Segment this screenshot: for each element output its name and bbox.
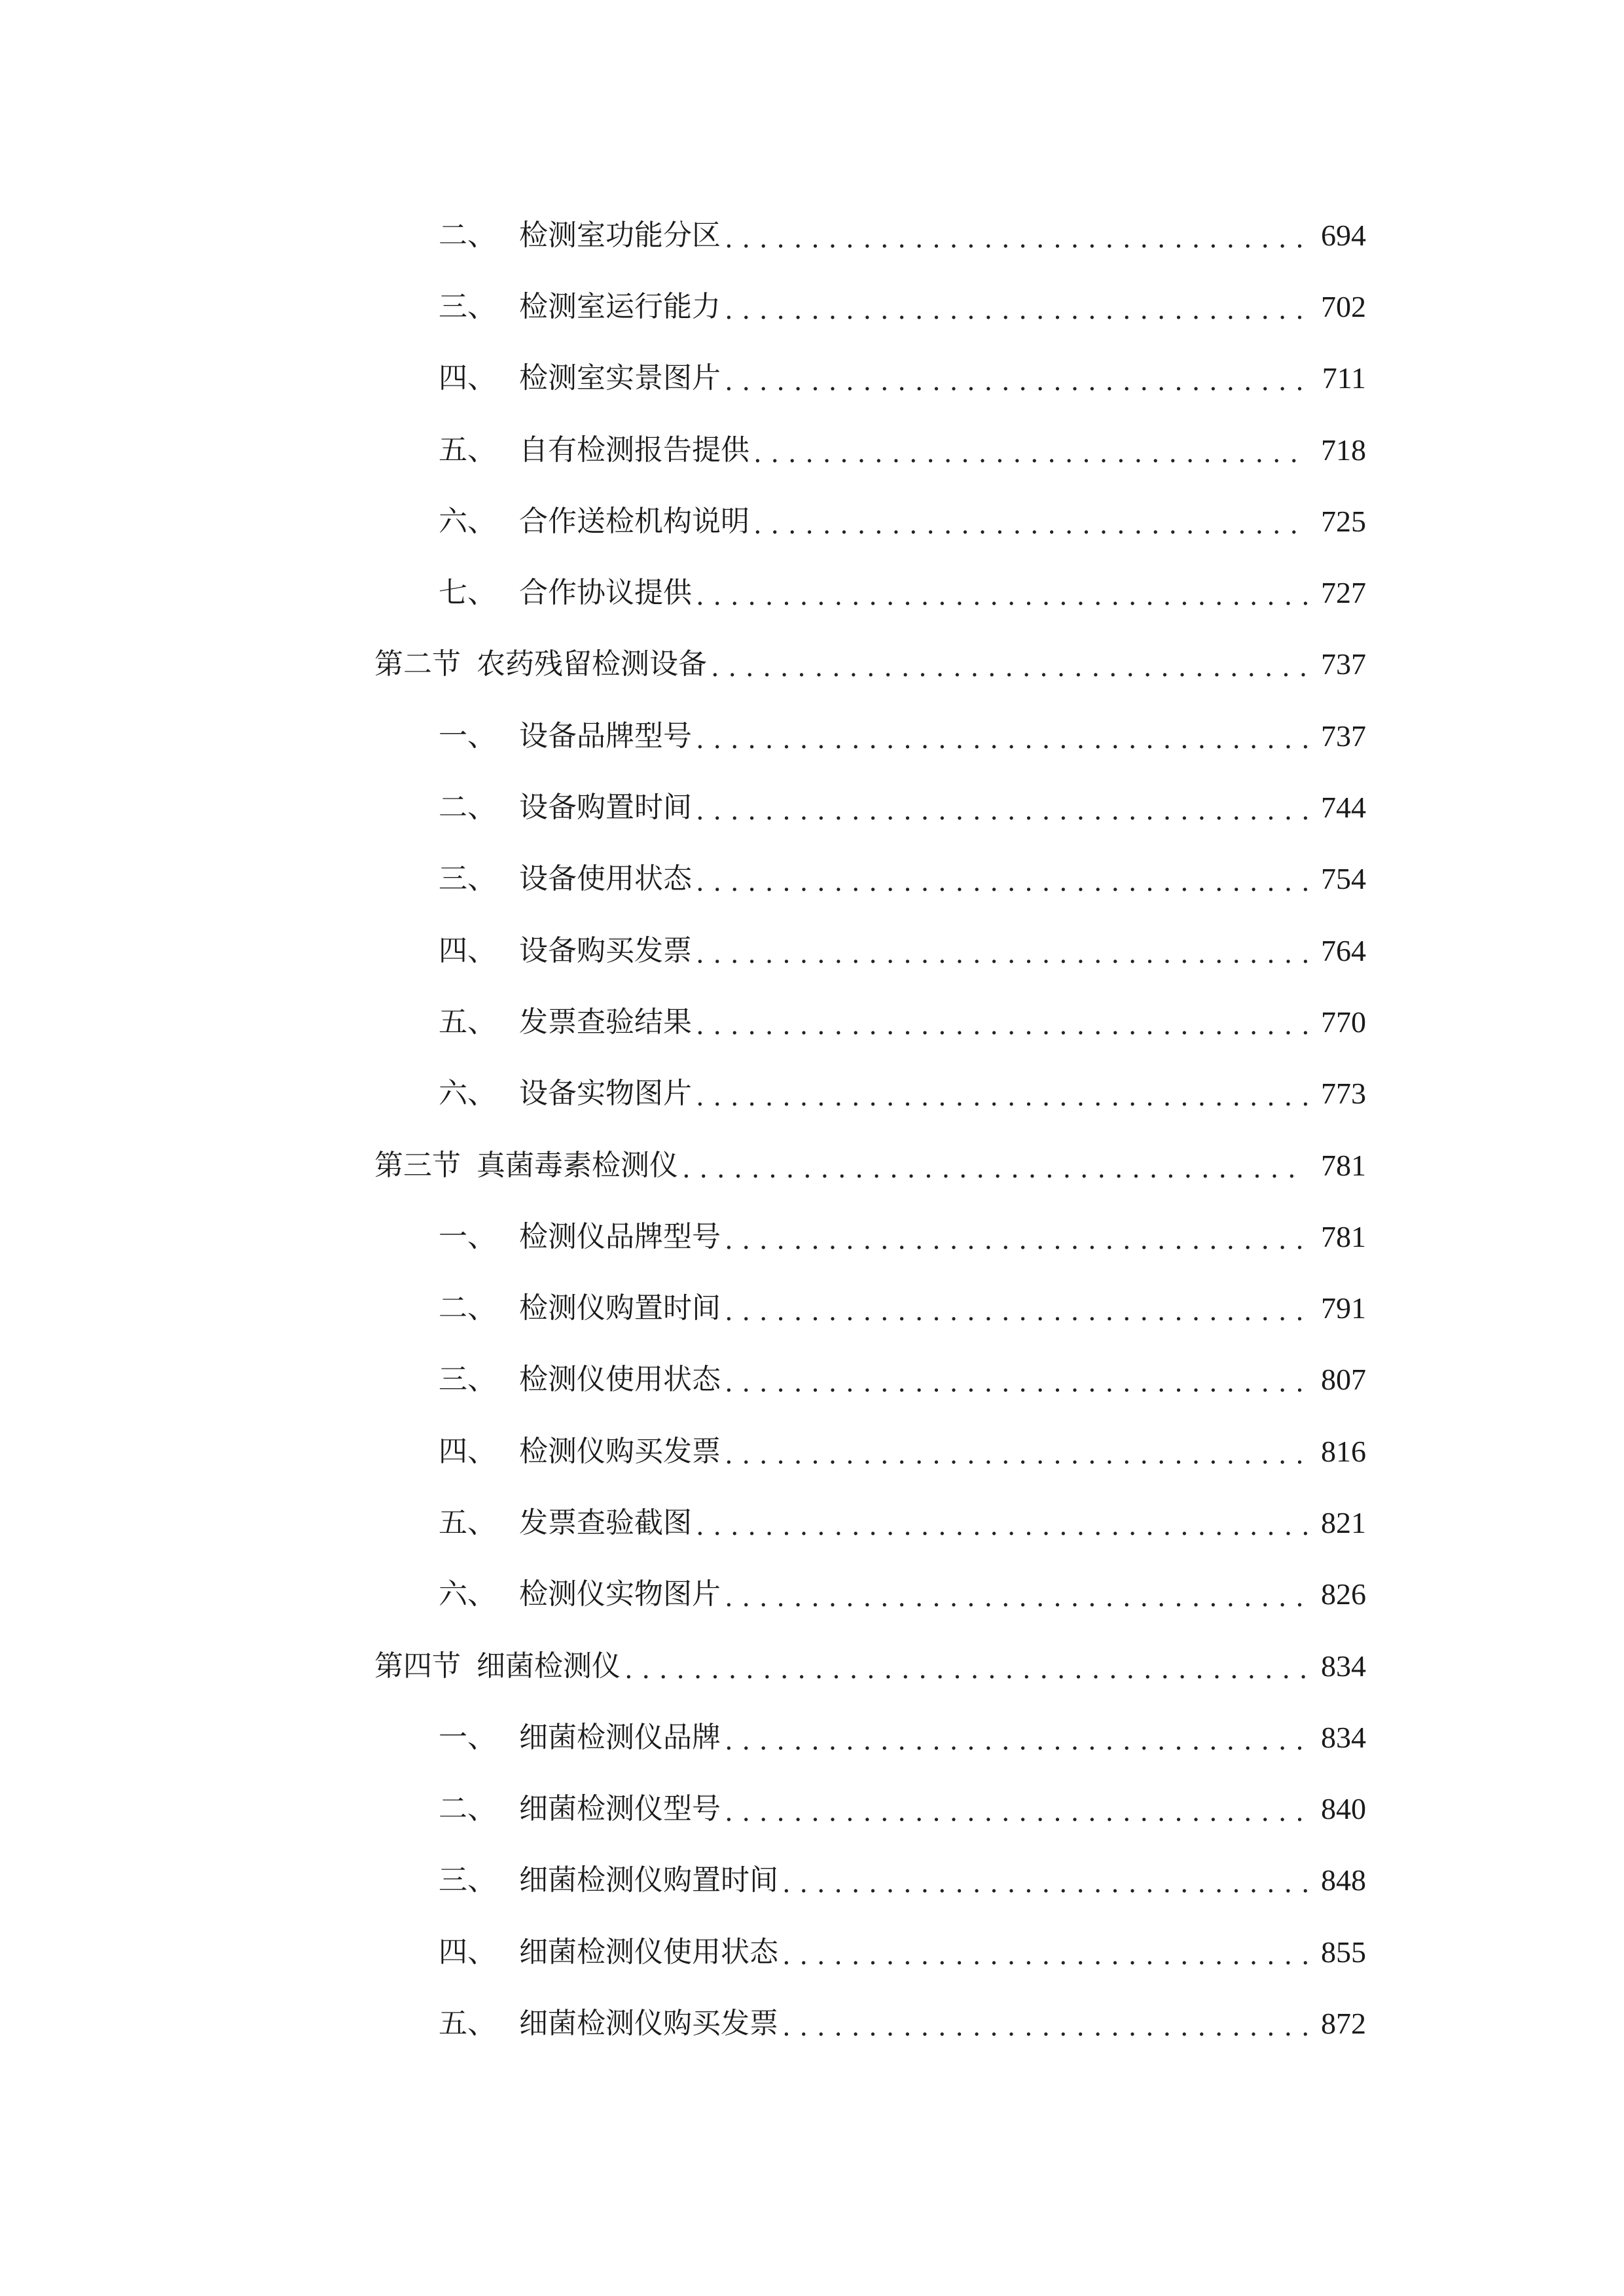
toc-entry-title: 检测室功能分区 bbox=[519, 218, 721, 252]
toc-dot-leader bbox=[725, 1799, 1307, 1825]
toc-entry-number: 四、 bbox=[439, 361, 496, 395]
toc-entry-page: 737 bbox=[1321, 719, 1366, 753]
toc-entry-number: 一、 bbox=[439, 1720, 496, 1754]
toc-entry-number: 三、 bbox=[439, 289, 496, 323]
toc-dot-leader bbox=[711, 655, 1307, 681]
toc-section-number: 第三节 bbox=[374, 1148, 461, 1182]
toc-dot-leader bbox=[782, 1943, 1307, 1969]
toc-section-number: 第四节 bbox=[374, 1649, 461, 1683]
toc-dot-leader bbox=[725, 1227, 1307, 1253]
toc-entry-title: 设备使用状态 bbox=[519, 862, 692, 896]
toc-entry-title: 检测室运行能力 bbox=[519, 289, 721, 323]
toc-entry-number: 四、 bbox=[439, 1935, 496, 1969]
toc-entry-number: 五、 bbox=[439, 1505, 496, 1539]
toc-entry-page: 872 bbox=[1321, 2007, 1366, 2041]
toc-entry-page: 807 bbox=[1321, 1363, 1366, 1397]
toc-entry-page: 702 bbox=[1321, 289, 1366, 323]
toc-entry-number: 二、 bbox=[439, 218, 496, 252]
toc-entry[interactable] bbox=[374, 844, 1366, 915]
toc-entry-title: 发票查验截图 bbox=[519, 1505, 692, 1539]
toc-entry-page: 694 bbox=[1321, 218, 1366, 252]
toc-entry-page: 826 bbox=[1321, 1577, 1366, 1611]
toc-entry-title: 设备实物图片 bbox=[519, 1077, 692, 1111]
toc-entry[interactable] bbox=[374, 915, 1366, 986]
toc-entry-number: 二、 bbox=[439, 791, 496, 825]
toc-entry[interactable] bbox=[374, 772, 1366, 843]
toc-entry-page: 821 bbox=[1321, 1505, 1366, 1539]
toc-entry-number: 六、 bbox=[439, 1577, 496, 1611]
toc-entry[interactable] bbox=[374, 414, 1366, 486]
toc-dot-leader bbox=[753, 440, 1307, 467]
toc-entry-title: 检测仪购买发票 bbox=[519, 1434, 721, 1468]
toc-entry[interactable] bbox=[374, 1201, 1366, 1272]
toc-entry-title: 检测仪使用状态 bbox=[519, 1363, 721, 1397]
toc-entry[interactable] bbox=[374, 343, 1366, 414]
toc-entry-number: 六、 bbox=[439, 504, 496, 538]
toc-dot-leader bbox=[696, 1013, 1307, 1039]
toc-section-title: 真菌毒素检测仪 bbox=[477, 1148, 678, 1182]
toc-dot-leader bbox=[696, 726, 1307, 753]
toc-dot-leader bbox=[725, 1299, 1307, 1325]
toc-entry-title: 检测仪实物图片 bbox=[519, 1577, 721, 1611]
toc-entry-page: 791 bbox=[1321, 1291, 1366, 1325]
toc-dot-leader bbox=[725, 1728, 1307, 1754]
toc-entry-title: 细菌检测仪购置时间 bbox=[519, 1863, 778, 1897]
toc-entry[interactable] bbox=[374, 1344, 1366, 1416]
toc-entry-number: 七、 bbox=[439, 576, 496, 610]
toc-entry-title: 细菌检测仪使用状态 bbox=[519, 1935, 778, 1969]
toc-entry-number: 一、 bbox=[439, 719, 496, 753]
toc-entry[interactable] bbox=[374, 1058, 1366, 1130]
toc-dot-leader bbox=[624, 1657, 1307, 1683]
toc-dot-leader bbox=[682, 1156, 1307, 1182]
toc-dot-leader bbox=[725, 1370, 1307, 1396]
toc-dot-leader bbox=[725, 1442, 1307, 1468]
toc-entry[interactable] bbox=[374, 1416, 1366, 1487]
toc-entry-number: 二、 bbox=[439, 1792, 496, 1826]
toc-section-number: 第二节 bbox=[374, 647, 461, 681]
toc-section-title: 细菌检测仪 bbox=[477, 1649, 621, 1683]
toc-entry-page: 773 bbox=[1321, 1077, 1366, 1111]
toc-entry-page: 718 bbox=[1321, 433, 1366, 467]
toc-entry-page: 781 bbox=[1321, 1219, 1366, 1253]
toc-entry-title: 设备品牌型号 bbox=[519, 719, 692, 753]
toc-entry-page: 855 bbox=[1321, 1935, 1366, 1969]
toc-entry-page: 816 bbox=[1321, 1434, 1366, 1468]
toc-entry[interactable] bbox=[374, 1272, 1366, 1344]
toc-dot-leader bbox=[696, 869, 1307, 895]
toc-entry-number: 四、 bbox=[439, 933, 496, 967]
toc-dot-leader bbox=[782, 1871, 1307, 1897]
toc-entry-number: 五、 bbox=[439, 433, 496, 467]
toc-entry-page: 737 bbox=[1321, 647, 1366, 681]
toc-entry-page: 725 bbox=[1321, 504, 1366, 538]
toc-section-heading[interactable] bbox=[374, 1130, 1366, 1201]
toc-dot-leader bbox=[696, 798, 1307, 824]
toc-entry-title: 合作送检机构说明 bbox=[519, 504, 749, 538]
toc-entry[interactable] bbox=[374, 1774, 1366, 1845]
toc-dot-leader bbox=[696, 1084, 1307, 1110]
toc-entry-title: 细菌检测仪购买发票 bbox=[519, 2007, 778, 2041]
toc-dot-leader bbox=[782, 2014, 1307, 2040]
toc-entry-page: 834 bbox=[1321, 1649, 1366, 1683]
toc-entry-number: 三、 bbox=[439, 1863, 496, 1897]
toc-entry-number: 五、 bbox=[439, 2007, 496, 2041]
toc-entry-title: 自有检测报告提供 bbox=[519, 433, 749, 467]
toc-entry[interactable] bbox=[374, 1845, 1366, 1916]
toc-entry-page: 840 bbox=[1321, 1792, 1366, 1826]
toc-entry-title: 细菌检测仪型号 bbox=[519, 1792, 721, 1826]
toc-entry-number: 六、 bbox=[439, 1077, 496, 1111]
toc-entry-number: 三、 bbox=[439, 1363, 496, 1397]
toc-section-heading[interactable] bbox=[374, 1630, 1366, 1702]
toc-dot-leader bbox=[725, 1585, 1307, 1611]
toc-section-heading[interactable] bbox=[374, 629, 1366, 700]
toc-entry-title: 发票查验结果 bbox=[519, 1005, 692, 1039]
toc-dot-leader bbox=[725, 297, 1307, 323]
toc-section-title: 农药残留检测设备 bbox=[477, 647, 707, 681]
toc-entry-title: 设备购置时间 bbox=[519, 791, 692, 825]
toc-entry-page: 754 bbox=[1321, 862, 1366, 896]
toc-entry-page: 744 bbox=[1321, 791, 1366, 825]
toc-dot-leader bbox=[696, 583, 1307, 609]
toc-entry-page: 848 bbox=[1321, 1863, 1366, 1897]
toc-entry-title: 合作协议提供 bbox=[519, 576, 692, 610]
toc-dot-leader bbox=[725, 226, 1307, 252]
toc-entry-title: 检测仪购置时间 bbox=[519, 1291, 721, 1325]
toc-entry[interactable] bbox=[374, 557, 1366, 628]
toc-entry[interactable] bbox=[374, 271, 1366, 342]
toc-entry-page: 727 bbox=[1321, 576, 1366, 610]
toc-entry[interactable] bbox=[374, 1988, 1366, 2059]
toc-entry[interactable] bbox=[374, 200, 1366, 271]
toc-entry-number: 四、 bbox=[439, 1434, 496, 1468]
toc-entry-number: 一、 bbox=[439, 1219, 496, 1253]
toc-entry[interactable] bbox=[374, 700, 1366, 772]
toc-entry-page: 834 bbox=[1321, 1720, 1366, 1754]
toc-dot-leader bbox=[753, 512, 1307, 538]
toc-entry-page: 770 bbox=[1321, 1005, 1366, 1039]
toc-entry-page: 781 bbox=[1321, 1148, 1366, 1182]
toc-entry-title: 设备购买发票 bbox=[519, 933, 692, 967]
toc-entry-number: 二、 bbox=[439, 1291, 496, 1325]
toc-entry-title: 细菌检测仪品牌 bbox=[519, 1720, 721, 1754]
toc-entry-title: 检测仪品牌型号 bbox=[519, 1219, 721, 1253]
toc-entry[interactable] bbox=[374, 1487, 1366, 1558]
toc-entry[interactable] bbox=[374, 1702, 1366, 1773]
toc-entry[interactable] bbox=[374, 486, 1366, 557]
toc-dot-leader bbox=[696, 941, 1307, 967]
table-of-contents bbox=[374, 200, 1366, 2060]
toc-entry[interactable] bbox=[374, 986, 1366, 1058]
toc-entry[interactable] bbox=[374, 1559, 1366, 1630]
toc-dot-leader bbox=[696, 1513, 1307, 1539]
toc-entry-title: 检测室实景图片 bbox=[519, 361, 721, 395]
toc-dot-leader bbox=[725, 368, 1307, 395]
toc-entry-number: 三、 bbox=[439, 862, 496, 896]
toc-entry[interactable] bbox=[374, 1916, 1366, 1988]
toc-entry-page: 764 bbox=[1321, 933, 1366, 967]
toc-entry-number: 五、 bbox=[439, 1005, 496, 1039]
toc-entry-page: 711 bbox=[1322, 361, 1366, 395]
